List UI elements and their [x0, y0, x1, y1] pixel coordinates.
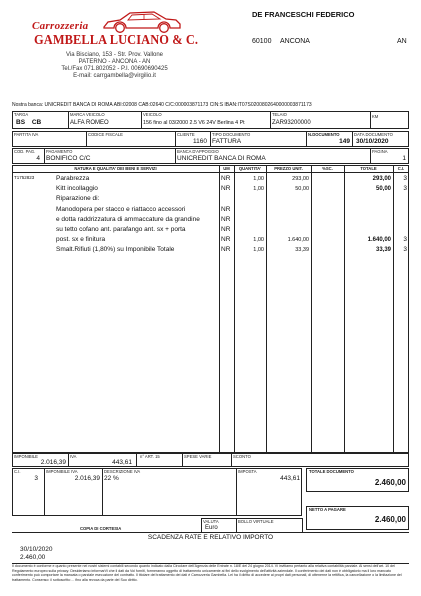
company-phone: Tel./Fax 071.802052 - P.I. 00690690425 [61, 66, 168, 72]
targa-label: TARGA [14, 112, 29, 117]
row-description: post. sx e finitura [56, 236, 106, 244]
row-total: 33,39 [375, 247, 391, 254]
iva-value: 443,61 [112, 459, 132, 466]
banca-appoggio-value: UNICREDIT BANCA DI ROMA [177, 155, 266, 162]
row-description: Parabrezza [56, 175, 90, 182]
targa-value: BS CB [16, 119, 42, 126]
row-quantity: 1,00 [253, 237, 264, 244]
km-label: KM [372, 114, 379, 119]
row-ci: 3 [403, 246, 407, 254]
netto-a-pagare-label: NETTO A PAGARE [309, 507, 346, 512]
logo-word: Carrozzeria [32, 20, 89, 32]
marca-label: MARCA VEICOLO [70, 112, 105, 117]
imposta-value: 443,61 [280, 475, 300, 482]
bollo-virtuale-label: BOLLO VIRTUALE [238, 519, 274, 524]
logo-name: GAMBELLA LUCIANO & C. [34, 32, 199, 47]
row-ci: 3 [403, 185, 407, 193]
art15-label: n° ART. 15 [140, 454, 160, 459]
veicolo-label: VEICOLO [143, 112, 162, 117]
pagina-value: 1 [402, 155, 406, 162]
row-quantity: 1,00 [253, 247, 264, 254]
row-total: 1.640,00 [367, 237, 391, 244]
pagamento-value: BONIFICO C/C [46, 155, 91, 162]
ci-label: C.I. [14, 469, 21, 474]
row-quantity: 1,00 [253, 176, 264, 182]
tipo-documento-value: FATTURA [212, 138, 242, 145]
row-description: e dotta raddrizzatura di ammaccature da grandine [56, 215, 200, 223]
row-price: 33,39 [295, 247, 309, 254]
netto-a-pagare-value: 2.460,00 [374, 515, 406, 524]
tipo-documento-label: TIPO DOCUMENTO [212, 132, 251, 137]
ref-code: T1752823 [14, 175, 35, 180]
imponibile-label: IMPONIBILE [14, 454, 38, 459]
copia-di-cortesia: COPIA DI CORTESIA [80, 526, 122, 531]
row-um: NR [221, 226, 231, 233]
row-description: Kitt incollaggio [56, 185, 98, 193]
imposta-label: IMPOSTA [238, 469, 257, 474]
company-address-street: Via Bisciano, 153 - Str. Prov. Vallone [65, 52, 164, 58]
iva-label: IVA [70, 454, 77, 459]
imponibile-iva-value: 2.016,39 [74, 475, 100, 482]
row-um: NR [221, 246, 231, 254]
row-description: Riparazione di: [56, 195, 100, 203]
col-desc-header: NATURA E QUALITA' DEI BENI E SERVIZI [74, 166, 157, 171]
imponibile-value: 2.016,39 [40, 459, 66, 466]
cod-pag-label: COD. PAG. [14, 149, 36, 154]
col-ci-header: C.I. [397, 166, 405, 171]
bank-line: Nostra banca: UNICREDIT BANCA DI ROMA ABI:02008 CAB:02640 C/C:000003871173 CIN:S IBAN:IT07S0200802640000003871173 [12, 102, 312, 108]
cliente-label: CLIENTE [177, 132, 195, 137]
telaio-value: ZAR93200000 [272, 120, 311, 126]
row-um: NR [221, 236, 231, 244]
numero-documento-value: 149 [339, 138, 350, 145]
descrizione-iva-label: DESCRIZIONE IVA [104, 469, 141, 474]
row-ci: 3 [403, 236, 407, 244]
company-logo [12, 6, 199, 86]
numero-documento-label: N.DOCUMENTO [308, 132, 340, 137]
row-price: 1.640,00 [287, 237, 309, 244]
spese-varie-label: SPESE VARIE [184, 454, 212, 459]
codice-fiscale-label: CODICE FISCALE [88, 132, 123, 137]
col-total-header: TOTALE [360, 166, 377, 171]
row-ci: 3 [403, 175, 407, 182]
partita-iva-label: PARTITA IVA [14, 132, 39, 137]
telaio-label: TELAIO [272, 112, 287, 117]
legal-footer: Il documento è conforme e quanto presente nei nostri sistemi contabili secondo quanto indicato dalla Circolare dell'Agenzia delle Entrate n. 18/E del 24 giugno 2014. Vi invitiamo pertanto alla relativa contabilità parziale. Ai sensi dell'art. 10 del Regolamento europeo sulla privacy: Desideriamo informarVi che il dati da Voi forniti, formeranno oggetto di trattamento unicamente ai fini dello svolgimento dell'attività aziendale. Il conferimento dei dati non è obbligatorio ma il loro mancato conferimento può comportare la mancata o parziale esecuzione del contratto. Il titolare del trattamento dei dati è Carrozzeria Gambella. Lei ha il diritto di accedere ai propri dati personali, di ottenerne la rettifica, la cancellazione o la limitazione del trattamento. Consenso: il sottoscritto ... fino alla revoca da parte del Suo diritto. [12, 564, 402, 582]
scadenze-title: SCADENZA RATE E RELATIVO IMPORTO [147, 534, 274, 541]
row-description: Smalt.Rifiuti (1,80%) su Imponibile Totale [56, 246, 175, 254]
scadenza-amount: 2.460,00 [20, 554, 46, 561]
imponibile-iva-label: IMPONIBILE IVA [46, 469, 78, 474]
cliente-value: 1160 [193, 138, 207, 145]
pagina-label: PAGINA [372, 149, 388, 154]
marca-value: ALFA ROMEO [70, 120, 109, 126]
totale-documento-label: TOTALE DOCUMENTO [309, 469, 354, 474]
banca-appoggio-label: BANCA D'APPOGGIO [177, 149, 219, 154]
col-price-header: PREZZO UNIT. [274, 166, 303, 171]
customer-city: ANCONA [280, 38, 310, 45]
row-quantity: 1,00 [253, 186, 264, 193]
col-qty-header: QUANTITA' [238, 166, 262, 171]
descrizione-iva-value: 22 % [104, 475, 119, 482]
company-email: E-mail: carrgambella@virgilio.it [73, 73, 156, 79]
cod-pag-value: 4 [36, 155, 40, 162]
data-documento-value: 30/10/2020 [356, 138, 389, 145]
veicolo-value: 156 fino al 03/2000 2.5 V6 24V Berlina 4 Pt [143, 120, 245, 126]
row-price: 50,00 [295, 186, 309, 193]
data-documento-label: DATA DOCUMENTO [354, 132, 393, 137]
row-um: NR [221, 205, 231, 213]
row-price: 293,00 [292, 176, 309, 182]
scadenza-date: 30/10/2020 [20, 546, 53, 553]
row-um: NR [221, 185, 231, 193]
valuta-label: VALUTA [203, 519, 219, 524]
totale-documento-value: 2.460,00 [374, 478, 406, 487]
row-um: NR [221, 215, 231, 223]
col-um-header: UM [223, 166, 230, 171]
row-um: NR [221, 175, 231, 182]
company-address-city: PATERNO - ANCONA - AN [78, 59, 151, 65]
customer-province: AN [397, 38, 407, 45]
customer-name: DE FRANCESCHI FEDERICO [252, 10, 355, 19]
row-total: 293,00 [372, 176, 391, 182]
customer-cap: 60100 [252, 38, 272, 45]
ci-value: 3 [34, 475, 38, 482]
valuta-value: Euro [205, 525, 218, 531]
col-disc-header: %SC. [322, 166, 333, 171]
row-description: Manodopera per stacco e riattacco accessori [56, 205, 186, 213]
row-total: 50,00 [375, 186, 391, 193]
row-description: su tetto cofano ant. parafango ant. sx + porta [56, 226, 186, 233]
sconto-label: SCONTO [233, 454, 251, 459]
pagamento-label: PAGAMENTO [46, 149, 73, 154]
car-icon [102, 8, 182, 34]
